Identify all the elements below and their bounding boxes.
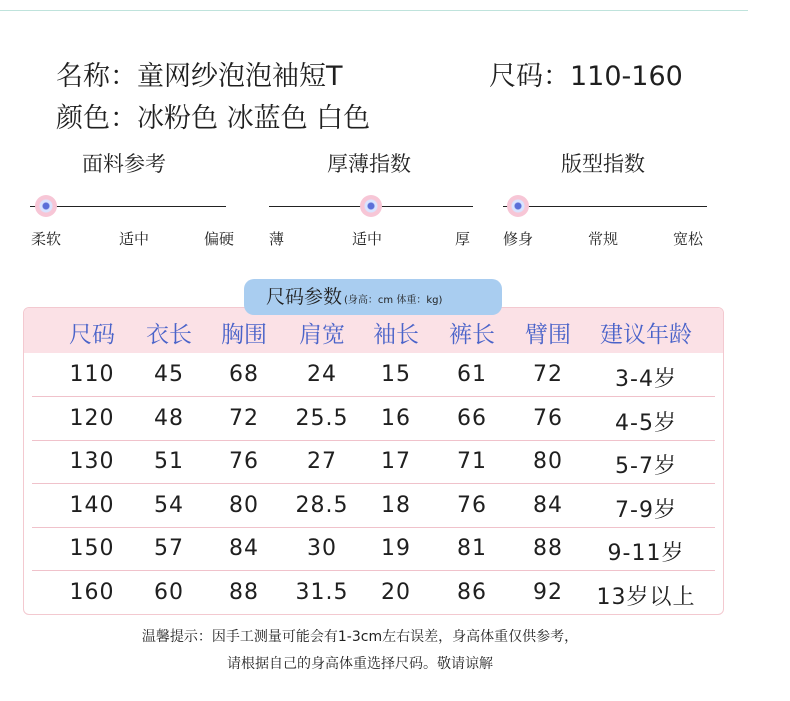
cell-size: 130	[69, 449, 115, 474]
header-pants: 裤长	[449, 322, 495, 348]
cell-arm: 84	[533, 492, 563, 518]
cell-age: 3-4岁	[615, 367, 677, 392]
cell-length: 54	[154, 492, 184, 518]
table-row	[24, 527, 723, 571]
cell-chest: 68	[229, 362, 259, 387]
cell-shoulder: 31.5	[295, 579, 349, 605]
cell-chest: 76	[229, 449, 259, 474]
header-size: 尺码	[69, 322, 115, 348]
table-row	[24, 440, 723, 484]
cell-sleeve: 19	[381, 536, 411, 561]
cell-pants: 86	[457, 579, 487, 605]
cell-age: 5-7岁	[615, 454, 677, 479]
index-indicator-icon	[507, 195, 529, 217]
cell-size: 140	[69, 492, 115, 518]
cell-shoulder: 27	[307, 449, 337, 474]
index-label-right: 厚	[455, 230, 471, 248]
cell-length: 51	[154, 449, 184, 474]
index-label-mid: 适中	[352, 230, 383, 248]
cell-length: 48	[154, 405, 184, 431]
index-label-mid: 适中	[119, 230, 150, 248]
size-params-unit: (身高：cm 体重：kg)	[344, 295, 443, 306]
cell-age: 7-9岁	[615, 497, 677, 523]
cell-age: 9-11岁	[607, 541, 685, 566]
header-age: 建议年龄	[600, 322, 692, 348]
cell-chest: 84	[229, 536, 259, 561]
cell-sleeve: 18	[381, 492, 411, 518]
header-chest: 胸围	[221, 322, 267, 348]
cell-pants: 71	[457, 449, 487, 474]
cell-sleeve: 15	[381, 362, 411, 387]
table-row	[24, 397, 723, 441]
cell-arm: 76	[533, 405, 563, 431]
index-title: 厚薄指数	[327, 152, 411, 176]
top-divider	[0, 0, 748, 11]
cell-shoulder: 24	[307, 362, 337, 387]
table-row	[24, 484, 723, 528]
table-row	[24, 571, 723, 615]
cell-age: 13岁以上	[596, 584, 696, 610]
note-line-1: 温馨提示：因手工测量可能会有1-3cm左右误差，身高体重仅供参考，	[141, 629, 579, 645]
cell-chest: 80	[229, 492, 259, 518]
cell-length: 45	[154, 362, 184, 387]
cell-size: 160	[69, 579, 115, 605]
index-indicator-icon	[35, 195, 57, 217]
cell-arm: 92	[533, 579, 563, 605]
index-track	[30, 206, 226, 207]
header-sleeve: 袖长	[373, 322, 419, 348]
cell-sleeve: 16	[381, 405, 411, 431]
cell-shoulder: 30	[307, 536, 337, 561]
index-track	[503, 206, 707, 207]
note-line-2: 请根据自己的身高体重选择尺码。敬请谅解	[227, 656, 493, 672]
index-label-left: 修身	[503, 230, 534, 248]
cell-sleeve: 17	[381, 449, 411, 474]
cell-pants: 61	[457, 362, 487, 387]
index-label-mid: 常规	[588, 230, 619, 248]
cell-shoulder: 25.5	[295, 405, 349, 431]
index-title: 版型指数	[561, 152, 645, 176]
cell-arm: 88	[533, 536, 563, 561]
cell-size: 150	[69, 536, 115, 561]
cell-chest: 72	[229, 405, 259, 431]
size-range: 尺码：110-160	[489, 61, 683, 92]
index-indicator-icon	[360, 195, 382, 217]
header-length: 衣长	[146, 322, 192, 348]
cell-pants: 81	[457, 536, 487, 561]
index-label-right: 偏硬	[204, 230, 235, 248]
table-row	[24, 353, 723, 397]
cell-shoulder: 28.5	[295, 492, 349, 518]
size-params-tag	[244, 279, 502, 315]
cell-pants: 76	[457, 492, 487, 518]
index-label-left: 柔软	[31, 230, 62, 248]
header-shoulder: 肩宽	[299, 322, 345, 348]
product-name: 名称：童网纱泡泡袖短T	[56, 61, 343, 92]
index-label-left: 薄	[269, 230, 285, 248]
cell-age: 4-5岁	[615, 410, 677, 436]
cell-arm: 72	[533, 362, 563, 387]
size-table	[23, 307, 724, 615]
cell-length: 57	[154, 536, 184, 561]
cell-sleeve: 20	[381, 579, 411, 605]
cell-arm: 80	[533, 449, 563, 474]
cell-size: 120	[69, 405, 115, 431]
index-label-right: 宽松	[673, 230, 704, 248]
cell-size: 110	[69, 362, 115, 387]
size-params-title: 尺码参数	[266, 286, 343, 308]
cell-length: 60	[154, 579, 184, 605]
color-options: 颜色：冰粉色 冰蓝色 白色	[56, 103, 371, 134]
cell-chest: 88	[229, 579, 259, 605]
cell-pants: 66	[457, 405, 487, 431]
index-title: 面料参考	[82, 152, 166, 176]
header-arm: 臂围	[525, 322, 571, 348]
